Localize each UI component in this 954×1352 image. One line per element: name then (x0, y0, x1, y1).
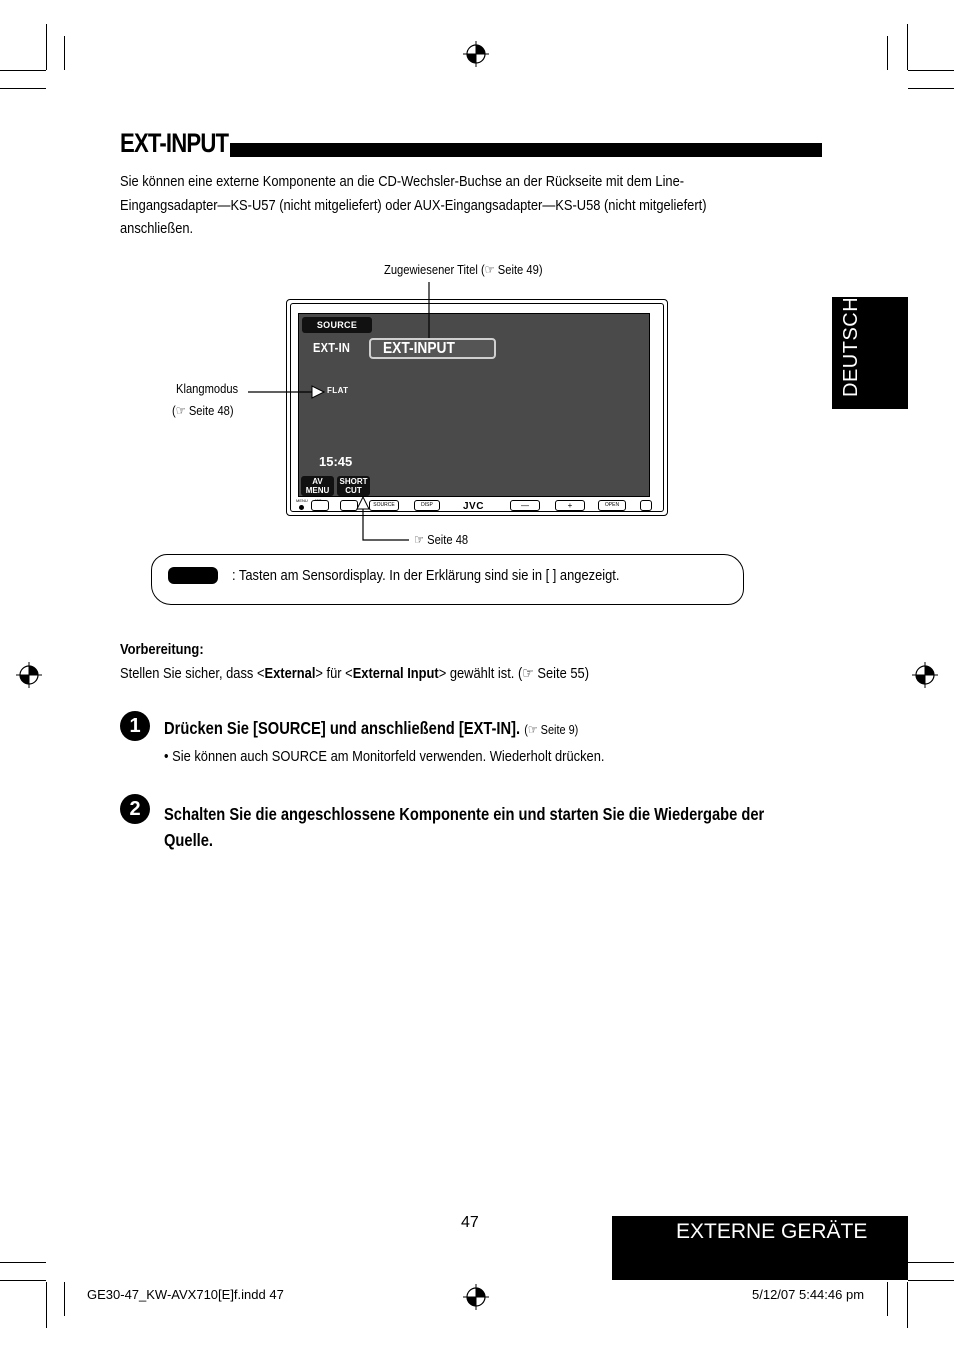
att-button[interactable] (311, 500, 329, 511)
file-info: GE30-47_KW-AVX710[E]f.indd 47 (87, 1287, 284, 1302)
av-menu-label: MENU (305, 485, 330, 495)
menu-label: MENU (296, 498, 308, 503)
callout-shortcut-ref: ☞ Seite 48 (414, 532, 469, 547)
shortcut-label: CUT (345, 485, 362, 495)
intro-line: anschließen. (120, 220, 194, 237)
step-1-note: • Sie können auch SOURCE am Monitorfeld verwenden. Wiederholt drücken. (164, 748, 605, 765)
eject-button[interactable] (640, 500, 652, 511)
crop-mark (908, 1280, 954, 1281)
clock: 15:45 (319, 454, 353, 469)
step-1-text (164, 718, 578, 739)
prep-text-part: > für < (315, 665, 353, 682)
crop-mark (908, 70, 954, 71)
callout-assigned-title: Zugewiesener Titel (☞ Seite 49) (384, 262, 543, 277)
prep-text-part: Stellen Sie sicher, dass < (120, 665, 265, 682)
tilt-button[interactable] (340, 500, 358, 511)
assigned-title: EXT-INPUT (383, 340, 455, 357)
crop-mark (46, 1282, 47, 1328)
preparation-heading: Vorbereitung: (120, 641, 204, 658)
volume-up-button[interactable]: + (555, 500, 585, 511)
intro-line: Eingangsadapter—KS-U57 (nicht mitgeliefert) oder AUX-Eingangsadapter—KS-U58 (nicht mitgeliefert) (120, 196, 707, 214)
page-title: EXT-INPUT (120, 128, 229, 158)
section-tab: EXTERNE GERÄTE (612, 1216, 908, 1280)
disp-button[interactable]: DISP (414, 500, 440, 511)
panel-source-button[interactable]: SOURCE (369, 500, 399, 511)
crop-mark (887, 36, 888, 70)
crop-mark (0, 1280, 46, 1281)
crop-mark (0, 70, 46, 71)
step-number: 2 (120, 794, 150, 824)
menu-button-dot[interactable] (299, 505, 304, 510)
language-tab (832, 297, 908, 409)
prep-setting-name: External (264, 665, 316, 682)
crop-mark (0, 88, 46, 89)
registration-mark-icon (463, 41, 489, 67)
page-number: 47 (461, 1214, 479, 1231)
av-menu-button[interactable] (301, 476, 334, 496)
crop-mark (907, 24, 908, 70)
registration-mark-icon (463, 1284, 489, 1310)
prep-setting-value: External Input (352, 665, 439, 682)
language-label: DEUTSCH (840, 296, 862, 397)
callout-sound-mode-ref: (☞ Seite 48) (172, 403, 234, 418)
touch-key-icon (168, 567, 218, 584)
step-2-text: Schalten Sie die angeschlossene Komponente ein und starten Sie die Wiedergabe der Quelle. (164, 804, 765, 850)
crop-mark (887, 1282, 888, 1316)
crop-mark (64, 1282, 65, 1316)
shortcut-button[interactable] (337, 476, 370, 496)
sound-mode: FLAT (327, 386, 349, 395)
title-rule (230, 143, 822, 157)
preparation-text (120, 664, 589, 682)
intro-line: Sie können eine externe Komponente an die CD-Wechsler-Buchse an der Rückseite mit dem Line- (120, 173, 685, 190)
source-button[interactable]: SOURCE (302, 317, 372, 333)
crop-mark (908, 88, 954, 89)
step-number: 1 (120, 711, 150, 741)
intro-paragraph (120, 170, 841, 241)
callout-sound-mode: Klangmodus (176, 381, 239, 396)
legend-text: : Tasten am Sensordisplay. In der Erklärung sind sie in [ ] angezeigt. (232, 567, 620, 584)
registration-mark-icon (16, 662, 42, 688)
registration-mark-icon (912, 662, 938, 688)
source-name: EXT-IN (313, 340, 351, 355)
step-1-ref: (☞ Seite 9) (524, 722, 579, 737)
assigned-title-box (369, 338, 496, 359)
volume-down-button[interactable]: — (510, 500, 540, 511)
crop-mark (908, 1262, 954, 1263)
crop-mark (0, 1262, 46, 1263)
shortcut-label: SHORT (339, 477, 368, 486)
prep-text-part: > gewählt ist. (☞ Seite 55) (438, 665, 590, 682)
print-timestamp: 5/12/07 5:44:46 pm (752, 1287, 865, 1302)
step-1-instruction: Drücken Sie [SOURCE] und anschließend [EXT-IN]. (164, 718, 521, 738)
open-button[interactable]: OPEN (598, 500, 626, 511)
av-menu-label: AV (312, 477, 323, 486)
brand-logo: JVC (463, 501, 484, 512)
crop-mark (46, 24, 47, 70)
crop-mark (64, 36, 65, 70)
crop-mark (907, 1282, 908, 1328)
